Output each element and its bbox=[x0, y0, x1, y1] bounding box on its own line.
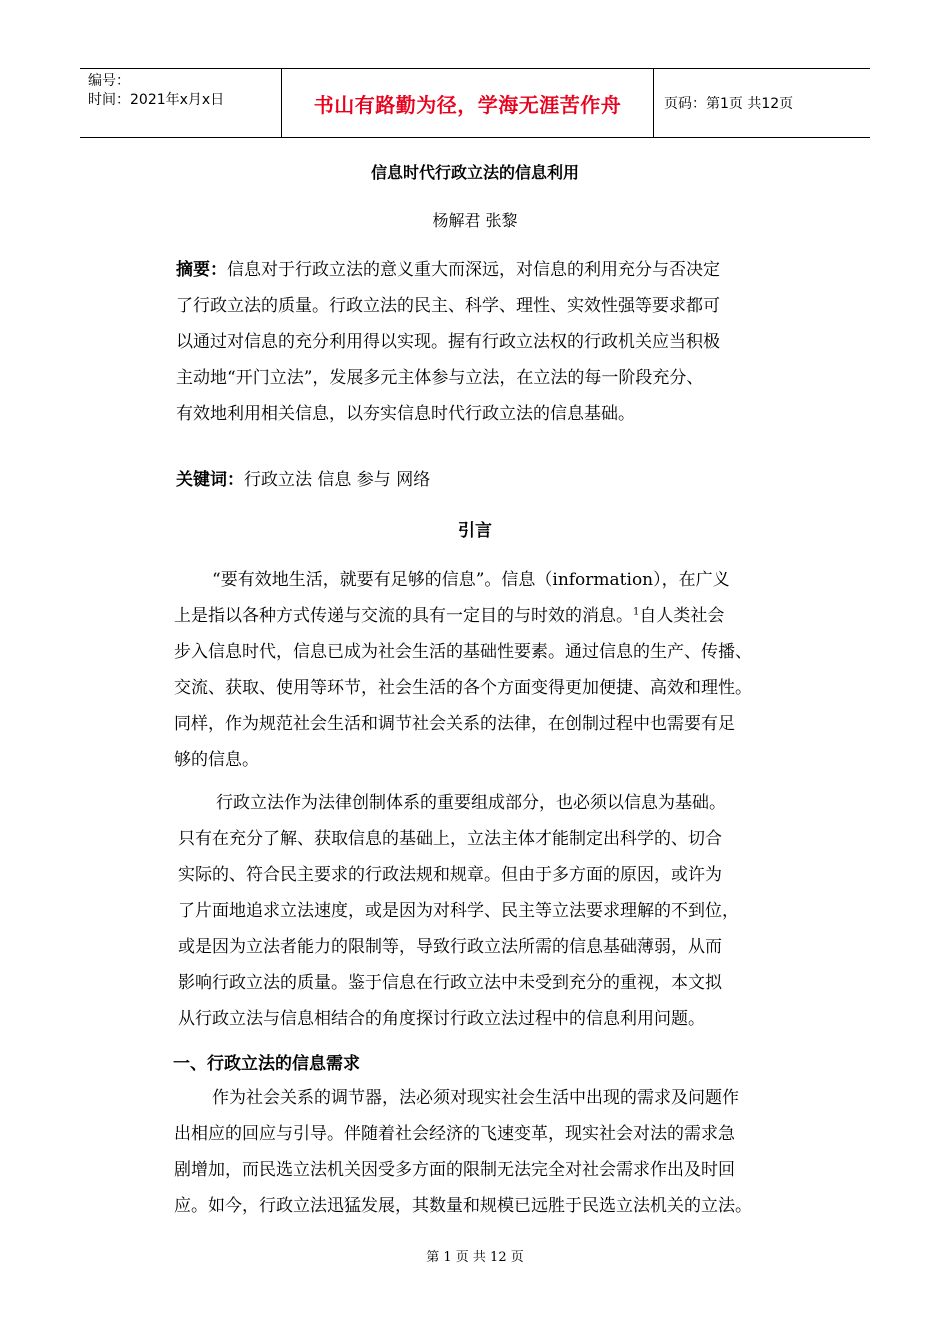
paragraph-line: 够的信息。 bbox=[174, 750, 259, 770]
paragraph-line: “要有效地生活，就要有足够的信息”。信息（information），在广义 bbox=[212, 570, 730, 590]
paragraph-line: 只有在充分了解、获取信息的基础上，立法主体才能制定出科学的、切合 bbox=[178, 829, 722, 849]
paragraph-line: 自人类社会 bbox=[639, 606, 725, 626]
footnote-mark[interactable]: 1 bbox=[633, 606, 640, 618]
authors: 杨解君 张黎 bbox=[432, 211, 518, 230]
paragraph-line: 实际的、符合民主要求的行政法规和规章。但由于多方面的原因，或许为 bbox=[178, 865, 722, 885]
section-1-heading: 一、行政立法的信息需求 bbox=[173, 1054, 360, 1074]
abstract bbox=[176, 252, 826, 432]
intro-heading: 引言 bbox=[458, 521, 492, 541]
paragraph-line: 交流、获取、使用等环节，社会生活的各个方面变得更加便捷、高效和理性。 bbox=[174, 678, 752, 698]
abstract-label: 摘要： bbox=[176, 260, 227, 280]
intro-paragraph-1 bbox=[174, 562, 824, 778]
page-header bbox=[80, 68, 870, 138]
date-label: 时间：2021年x月x日 bbox=[88, 92, 225, 108]
keywords-text: 行政立法 信息 参与 网络 bbox=[244, 470, 431, 490]
paragraph-line: 影响行政立法的质量。鉴于信息在行政立法中未受到充分的重视，本文拟 bbox=[178, 973, 722, 993]
page-footer: 第 1 页 共 12 页 bbox=[426, 1250, 524, 1265]
abstract-line: 了行政立法的质量。行政立法的民主、科学、理性、实效性强等要求都可 bbox=[176, 296, 720, 316]
abstract-line: 有效地利用相关信息，以夯实信息时代行政立法的信息基础。 bbox=[176, 404, 635, 424]
paragraph-line: 作为社会关系的调节器，法必须对现实社会生活中出现的需求及问题作 bbox=[212, 1088, 739, 1108]
paragraph-line: 上是指以各种方式传递与交流的具有一定目的与时效的消息。 bbox=[174, 606, 633, 626]
keywords-label: 关键词： bbox=[176, 470, 244, 490]
paragraph-line: 应。如今，行政立法迅猛发展，其数量和规模已远胜于民选立法机关的立法。 bbox=[174, 1196, 752, 1216]
paragraph-line: 或是因为立法者能力的限制等，导致行政立法所需的信息基础薄弱，从而 bbox=[178, 937, 722, 957]
paragraph-line: 步入信息时代，信息已成为社会生活的基础性要素。通过信息的生产、传播、 bbox=[174, 642, 752, 662]
paragraph-line: 同样，作为规范社会生活和调节社会关系的法律，在创制过程中也需要有足 bbox=[174, 714, 735, 734]
header-motto-cell bbox=[282, 69, 654, 137]
header-meta bbox=[80, 69, 282, 137]
abstract-line: 信息对于行政立法的意义重大而深远，对信息的利用充分与否决定 bbox=[227, 260, 720, 280]
page-code: 页码：第1页 共12页 bbox=[664, 96, 794, 112]
paragraph-line: 了片面地追求立法速度，或是因为对科学、民主等立法要求理解的不到位， bbox=[178, 901, 739, 921]
intro-paragraph-2 bbox=[178, 785, 828, 1037]
abstract-line: 主动地“开门立法”，发展多元主体参与立法，在立法的每一阶段充分、 bbox=[176, 368, 704, 388]
motto: 书山有路勤为径，学海无涯苦作舟 bbox=[313, 92, 622, 117]
section-1-paragraph bbox=[174, 1080, 824, 1224]
abstract-line: 以通过对信息的充分利用得以实现。握有行政立法权的行政机关应当积极 bbox=[176, 332, 720, 352]
paragraph-line: 行政立法作为法律创制体系的重要组成部分，也必须以信息为基础。 bbox=[216, 793, 726, 813]
paragraph-line: 剧增加，而民选立法机关因受多方面的限制无法完全对社会需求作出及时回 bbox=[174, 1160, 735, 1180]
serial-label: 编号： bbox=[88, 73, 130, 89]
document-title: 信息时代行政立法的信息利用 bbox=[370, 163, 579, 182]
keywords bbox=[176, 462, 826, 498]
paragraph-line: 从行政立法与信息相结合的角度探讨行政立法过程中的信息利用问题。 bbox=[178, 1009, 705, 1029]
header-page-code-cell bbox=[654, 69, 870, 137]
paragraph-line: 出相应的回应与引导。伴随着社会经济的飞速变革，现实社会对法的需求急 bbox=[174, 1124, 735, 1144]
